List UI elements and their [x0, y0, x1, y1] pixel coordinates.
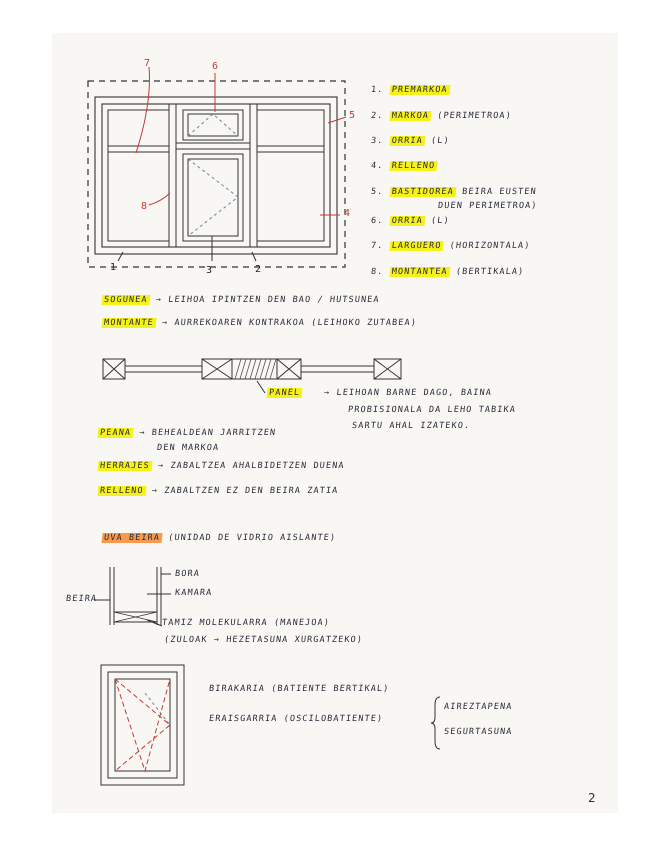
diagram-number: 7 [144, 58, 151, 69]
definition-peana-cont: DEN MARKOA [156, 443, 220, 453]
brace-option-1: AIREZTAPENA [443, 702, 513, 712]
panel-label: PANEL [268, 388, 301, 398]
definition-relleno: RELLENO → ZABALTZEN EZ DEN BEIRA ZATIA [99, 486, 339, 496]
definition-sogunea: SOGUNEA → LEIHOA IPINTZEN DEN BAO / HUTSUNEA [103, 295, 381, 305]
legend-item: 1. PREMARKOA [370, 85, 449, 95]
opening-type-1: BIRAKARIA (BATIENTE BERTIKAL) [208, 684, 390, 694]
panel-note: SARTU AHAL IZATEKO. [351, 421, 471, 431]
diagram-number: 5 [349, 110, 356, 121]
uva-label-beira: BEIRA [65, 594, 98, 604]
diagram-number: 3 [206, 265, 213, 276]
opening-type-2: ERAISGARRIA (OSCILOBATIENTE) [208, 714, 384, 724]
diagram-number: 1 [110, 262, 117, 273]
legend-item: 3. ORRIA (L) [370, 136, 451, 146]
diagram-number: 2 [255, 264, 262, 275]
legend-item: 2. MARKOA (PERIMETROA) [370, 111, 513, 121]
diagram-number: 4 [344, 208, 351, 219]
uva-label-tamiz: TAMIZ MOLEKULARRA (MANEJOA) [161, 618, 331, 628]
definition-herrajes: HERRAJES → ZABALTZEA AHALBIDETZEN DUENA [99, 461, 346, 471]
brace-option-2: SEGURTASUNA [443, 727, 513, 737]
page-number: 2 [588, 791, 596, 805]
uva-heading: UVA BEIRA (UNIDAD DE VIDRIO AISLANTE) [103, 533, 337, 543]
legend-item: DUEN PERIMETROA) [437, 201, 539, 211]
panel-note: PROBISIONALA DA LEHO TABIKA [347, 405, 517, 415]
legend-item: 7. LARGUERO (HORIZONTALA) [370, 241, 531, 251]
diagram-number: 6 [212, 61, 219, 72]
opening-window-diagram [52, 33, 618, 813]
panel-note: → LEIHOAN BARNE DAGO, BAINA [323, 388, 493, 398]
diagram-number: 8 [141, 201, 148, 212]
legend-item: 6. ORRIA (L) [370, 216, 451, 226]
uva-label-bora: BORA [174, 569, 201, 579]
legend-item: 5. BASTIDOREA BEIRA EUSTEN [370, 187, 538, 197]
uva-label-tamiz-note: (ZULOAK → HEZETASUNA XURGATZEKO) [163, 635, 364, 645]
definition-peana: PEANA → BEHEALDEAN JARRITZEN [99, 428, 277, 438]
notebook-page [52, 33, 618, 813]
legend-item: 8. MONTANTEA (BERTIKALA) [370, 267, 525, 277]
definition-montante: MONTANTE → AURREKOAREN KONTRAKOA (LEIHOKO ZUTABEA) [103, 318, 418, 328]
uva-label-kamara: KAMARA [174, 588, 213, 598]
legend-item: 4. RELLENO [370, 161, 436, 171]
